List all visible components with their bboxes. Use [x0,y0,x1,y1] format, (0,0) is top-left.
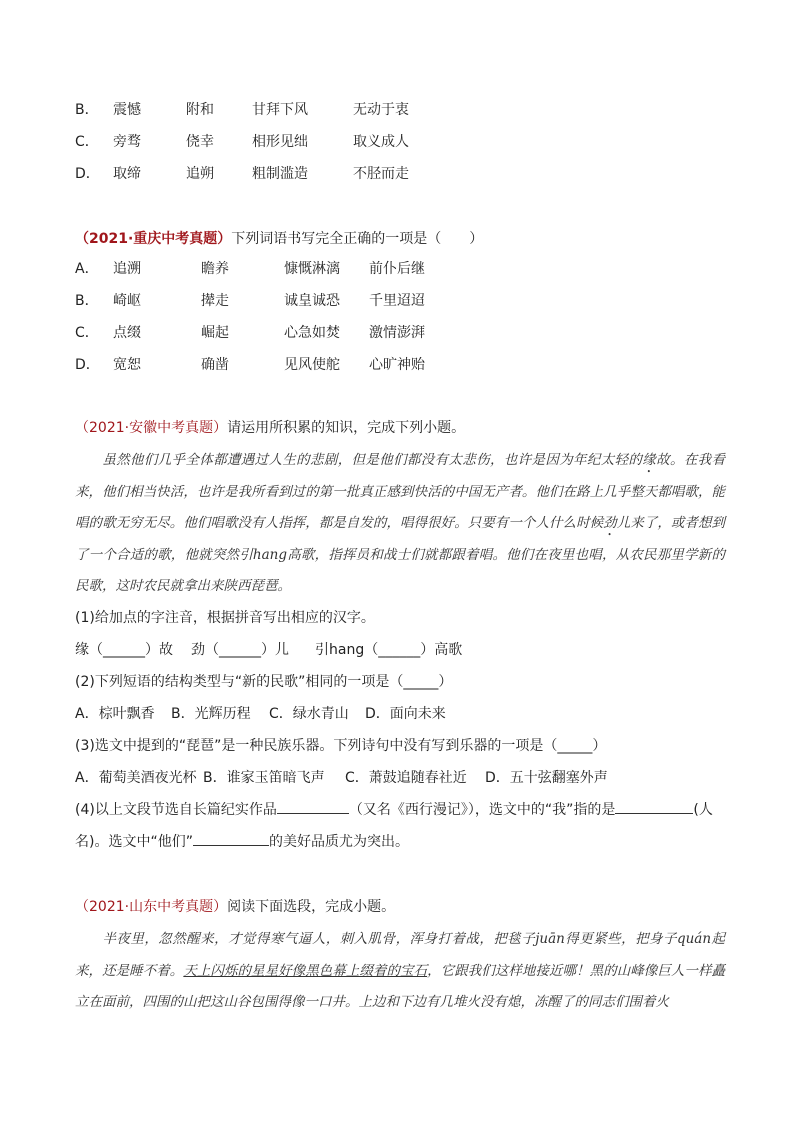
sub-question-4-line2: 名)。选文中“他们” 的美好品质尤为突出。 [75,834,409,850]
option-word: 震憾 [113,102,141,118]
option-label: D． [75,166,100,182]
option-label: B． [75,293,99,309]
option-row [75,291,425,311]
sub-question-2-options [75,704,446,724]
option-row [75,100,409,120]
option-word: 前仆后继 [369,261,425,277]
option-word: 无动于衷 [353,102,409,118]
option-word: 甘拜下风 [252,102,308,118]
option-word: 宽恕 [113,357,141,373]
option-word: 撵走 [201,293,229,309]
pinyin-item: 缘（______）故 [75,642,173,658]
question-stem: 请运用所积累的知识，完成下列小题。 [227,420,466,436]
option-word: 追朔 [186,166,214,182]
option-label: D． [75,357,100,373]
dotted-char: 缘 [642,452,657,468]
option-word: 取义成人 [353,134,409,150]
option-label: A． [75,261,99,277]
option-word: 侥幸 [186,134,214,150]
option-word: 崎岖 [113,293,141,309]
dotted-char: 劲 [603,515,617,531]
option-word: 瞻养 [201,261,229,277]
source-tag: （2021·山东中考真题） [75,899,228,915]
option-word: 不胫而走 [353,166,409,182]
option-row [75,164,409,184]
answer-blank [277,813,349,814]
option-word: 相形见绌 [252,134,308,150]
answer-blank [615,813,693,814]
option-word: 旁骛 [113,134,141,150]
question-stem: 下列词语书写完全正确的一项是（ ） [231,231,484,247]
pinyin-item: 劲（______）儿 [191,642,289,658]
option-word: 诚皇诚恐 [284,293,340,309]
option-row [75,355,425,375]
option-word: 崛起 [201,325,229,341]
sub-question-1-items [75,640,462,660]
option-word: 粗制滥造 [252,166,308,182]
sub-question-1: (1)给加点的字注音，根据拼音写出相应的汉字。 [75,610,375,626]
option: B．光辉历程 [171,706,251,722]
option-word: 取缔 [113,166,141,182]
option-word: 点缀 [113,325,141,341]
option-row [75,259,425,279]
option-word: 确凿 [201,357,229,373]
pinyin-item: 引hang（______）高歌 [315,642,463,658]
question-shandong-stem [75,897,395,917]
sub-question-2: (2)下列短语的结构类型与“新的民歌”相同的一项是（_____） [75,674,453,690]
option: B．谁家玉笛暗飞声 [203,770,325,786]
option: A．棕叶飘香 [75,706,155,722]
option: D．五十弦翻塞外声 [485,770,608,786]
option-label: B． [75,102,99,118]
underlined-sentence: 天上闪烁的星星好像黑色幕上缀着的宝石 [183,962,428,979]
source-tag: （2021·重庆中考真题） [75,231,232,247]
option-word: 附和 [186,102,214,118]
option: C．绿水青山 [269,706,349,722]
option: D．面向未来 [365,706,446,722]
option: A．葡萄美酒夜光杯 [75,770,197,786]
option-word: 见风使舵 [284,357,340,373]
option-word: 心急如焚 [284,325,340,341]
question-anhui-stem [75,418,465,438]
shandong-passage: 半夜里，忽然醒来，才觉得寒气逼人，刺入肌骨，浑身打着战，把毯子juān得更紧些，把身子quán起来，还是睡不着。天上闪烁的星星好像黑色幕上缀着的宝石，它跟我们这样地接近哪！黑的山峰像巨人一样矗立在面前，四围的山把这山谷包围得像一口井。上边和下边有几堆火没有熄，冻醒了的同志们围着火 [75,931,726,1010]
option-word: 千里迢迢 [369,293,425,309]
sub-question-3: (3)选文中提到的“琵琶”是一种民族乐器。下列诗句中没有写到乐器的一项是（_____） [75,738,607,754]
option-word: 激情澎湃 [369,325,425,341]
option-word: 慷慨淋漓 [284,261,340,277]
question-chongqing-stem [75,229,483,249]
option-row [75,132,409,152]
answer-blank [193,845,269,846]
anhui-passage: 虽然他们几乎全体都遭遇过人生的悲剧，但是他们都没有太悲伤，也许是因为年纪太轻的缘故。在我看来，他们相当快活，也许是我所看到过的第一批真正感到快活的中国无产者。他们在路上几乎整天都唱歌，能唱的歌无穷无尽。他们唱歌没有人指挥，都是自发的，唱得很好。只要有一个人什么时候劲儿来了，或者想到了一个合适的歌，他就突然引hang高歌，指挥员和战士们就都跟着唱。他们在夜里也唱，从农民那里学新的民歌，这时农民就拿出来陕西琵琶。 [75,452,726,594]
sub-question-3-options [75,768,608,788]
option: C．萧鼓追随春社近 [345,770,467,786]
option-label: C． [75,325,99,341]
option-label: C． [75,134,99,150]
sub-question-4-line1: (4)以上文段节选自长篇纪实作品 （又名《西行漫记》），选文中的“我”指的是 (人 [75,802,713,818]
option-word: 心旷神贻 [369,357,425,373]
option-row [75,323,425,343]
source-tag: （2021·安徽中考真题） [75,420,228,436]
question-stem: 阅读下面选段，完成小题。 [227,899,396,915]
option-word: 追溯 [113,261,141,277]
